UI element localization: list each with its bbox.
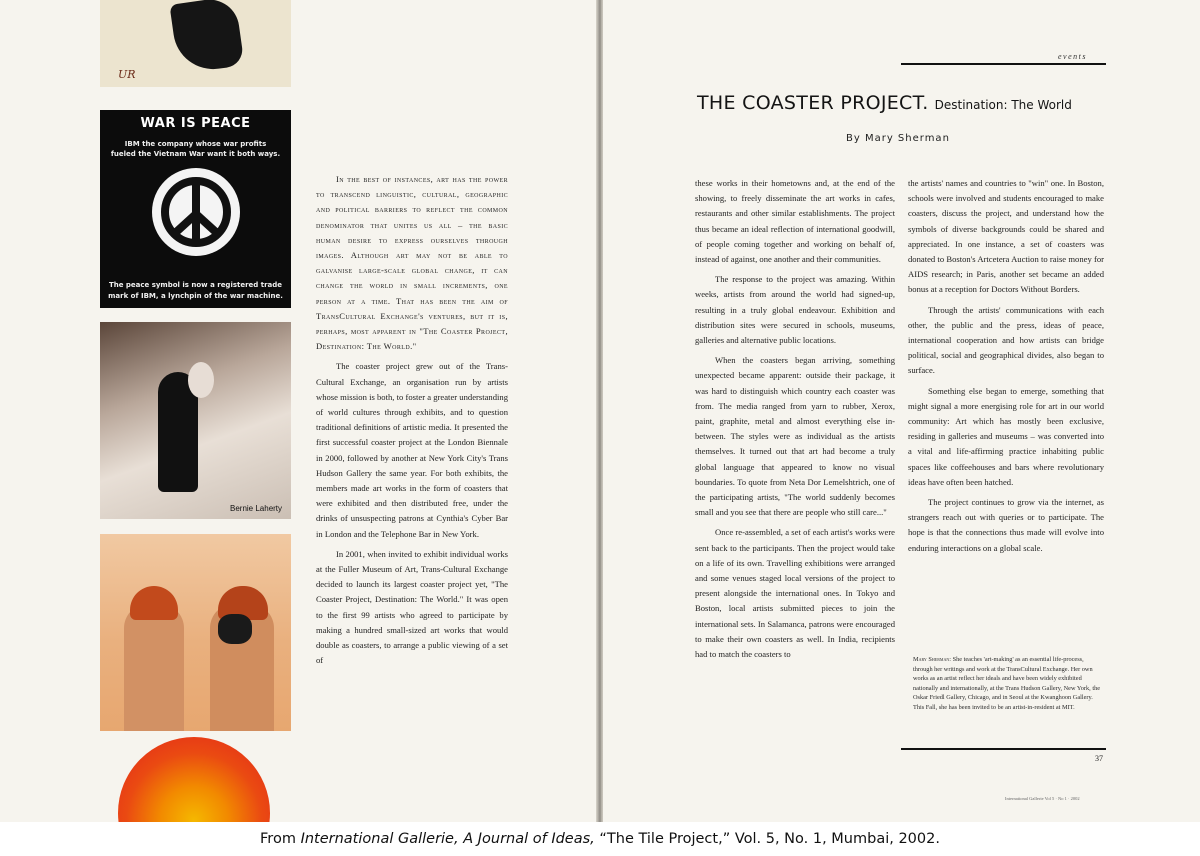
right-page <box>603 0 1200 822</box>
body-paragraph: In 2001, when invited to exhibit individual works at the Fuller Museum of Art, Trans-Cultural Exchange decided to launch its largest coaster project yet, "The Coaster Project, Destination: The World." It was open to the first 99 artists who agreed to participate by making a hundred small-sized art works that would double as coasters, to arrange a public viewing of a set of <box>316 548 508 666</box>
left-helmet <box>130 586 178 620</box>
photo-credit: Bernie Laherty <box>230 504 283 513</box>
sculpture-photo <box>100 322 291 519</box>
page-number: 37 <box>1095 754 1103 763</box>
red-sun-image <box>118 737 270 822</box>
body-paragraph: Through the artists' communications with each other, the public and the press, ideas of peace, international cooperation and how artists can bridge political, social and geographical divides, also began to surface. <box>908 304 1104 376</box>
caption-prefix: From <box>260 831 296 847</box>
author-bio <box>913 655 1103 713</box>
poster-footer-line1: The peace symbol is now a registered trade <box>108 281 283 289</box>
poster-subtitle-line1: IBM the company whose war profits <box>124 140 267 148</box>
caption-details: “The Tile Project,” Vol. 5, No. 1, Mumbai, 2002. <box>599 831 940 847</box>
body-paragraph: The response to the project was amazing. Within weeks, artists from around the world had signed-up, resulting in a truly global endeavour. Exhibition and distribution sites were secured in schools, museums, galleries and alternative public locations. <box>695 274 895 346</box>
body-paragraph: these works in their hometowns and, at the end of the showing, to freely disseminate the art works in cafes, restaurants and other similar establishments. The project thus became an ideal reflection of international goodwill, of people coming together and working on behalf of, instead of against, one another and their communities. <box>695 178 895 265</box>
poster-title: WAR IS PEACE <box>140 116 251 131</box>
headline-sub: Destination: The World <box>934 98 1072 112</box>
image-caption <box>0 822 1200 856</box>
body-paragraph: Once re-assembled, a set of each artist's works were sent back to the participants. Then the project would take on a life of its own. Travelling exhibitions were arranged and some venues staged local versions of the project to present alongside the international ones. In Tokyo and Boston, local artists submitted pieces to join the international sets. In Salamanca, patrons were encouraged to make their own coasters as well. In India, recipients had to match the coasters to <box>695 527 895 660</box>
image-scribble: UR <box>118 68 136 81</box>
ink-blot <box>169 0 244 74</box>
gas-mask <box>218 614 252 644</box>
toy-soldiers-photo <box>100 534 291 731</box>
peace-symbol-icon <box>152 168 240 256</box>
poster-subtitle-line2: fueled the Vietnam War want it both ways. <box>110 150 281 158</box>
figure-head <box>188 362 214 398</box>
body-paragraph: the artists' names and countries to "win" one. In Boston, schools were involved and students encouraged to make coasters, discuss the project, and understand how the symbols of diverse backgrounds could be shared and appreciated. In one instance, a set of coasters was donated to Boston's Artcetera Auction to raise money for AIDS research; in Paris, another set became an added bonus at a reception for Doctors Without Borders. <box>908 178 1104 295</box>
byline: By Mary Sherman <box>846 133 950 144</box>
poster-footer-line2: mark of IBM, a lynchpin of the war machine. <box>108 292 283 300</box>
header-rule <box>901 63 1106 65</box>
bio-name: Mary Sherman: <box>913 656 951 663</box>
war-is-peace-poster <box>100 110 291 308</box>
body-paragraph: When the coasters began arriving, something unexpected became apparent: outside their package, it was hard to distinguish which country each coaster was from. The media ranged from yarn to rubber, Xerox, paint, graphite, metal and almost everything else in-between. The styles were as individual as the artists themselves. It turned out that art had become a truly global language that appeared to know no visual boundaries. To quote from Neta Dor Lemelshtrich, one of the participating artists, "The world suddenly becomes small and you see that there are people who still care..." <box>695 355 895 518</box>
journal-footer: International Gallerie Vol 5 · No 1 · 2002 <box>1005 796 1080 801</box>
caption-publication: International Gallerie, A Journal of Ideas, <box>300 831 595 847</box>
left-figure-body <box>124 604 184 731</box>
right-text-column-2 <box>908 176 1104 561</box>
right-text-column-1 <box>695 176 895 667</box>
intro-paragraph: In the best of instances, art has the power to transcend linguistic, cultural, geographic and political barriers to reflect the common denominator that unites us all – the basic human desire to express ourselves through images. Although art may not be able to galvanise large-scale global change, it can change the world in small increments, one person at a time. That has been the aim of TransCultural Exchange's ventures, but it is, perhaps, most apparent in "The Coaster Project, Destination: The World." <box>316 174 508 352</box>
left-page <box>0 0 598 822</box>
left-text-column <box>316 172 508 674</box>
body-paragraph: The coaster project grew out of the Trans-Cultural Exchange, an organisation run by artists whose mission is both, to foster a greater understanding of world cultures through exhibits, and to question traditional definitions of artistic media. It presented the first successful coaster project at the London Biennale in 2000, followed by another at New York City's Trans Hudson Gallery the same year. For both exhibits, the members made art works in the form of coasters that were exhibited and then distributed free, under the drinks of unsuspecting patrons at Cynthia's Cyber Bar in London and the Telephone Bar in New York. <box>316 361 508 539</box>
abstract-ink-image <box>100 0 291 87</box>
body-paragraph: Something else began to emerge, something that might signal a more energising role for art in our world community: Art which has mostly been exclusive, residing in galleries and museums – was converted into a vital and life-affirming practice inhabiting public spaces like coffeehouses and bars where revolutionary ideas have often been hatched. <box>908 385 1104 487</box>
bio-text: She teaches 'art-making' as an essential life-process, through her writings and work at the TransCultural Exchange. Her own works as an artist reflect her ideals and have been widely exhibited nationally and internationally, at the Trans Hudson Gallery, New York, the Oskar Friedl Gallery, Chicago, and in Seoul at the Kwanghoon Gallery. This Fall, she has been invited to be an artist-in-resident at MIT. <box>913 656 1101 711</box>
footer-rule <box>901 748 1106 750</box>
body-paragraph: The project continues to grow via the internet, as strangers reach out with queries or to participate. The hope is that the connections thus made will evolve into enduring interactions on a global scale. <box>908 497 1104 553</box>
section-label: events <box>1058 52 1087 61</box>
article-headline <box>697 92 1072 114</box>
headline-main: THE COASTER PROJECT. <box>697 92 929 114</box>
